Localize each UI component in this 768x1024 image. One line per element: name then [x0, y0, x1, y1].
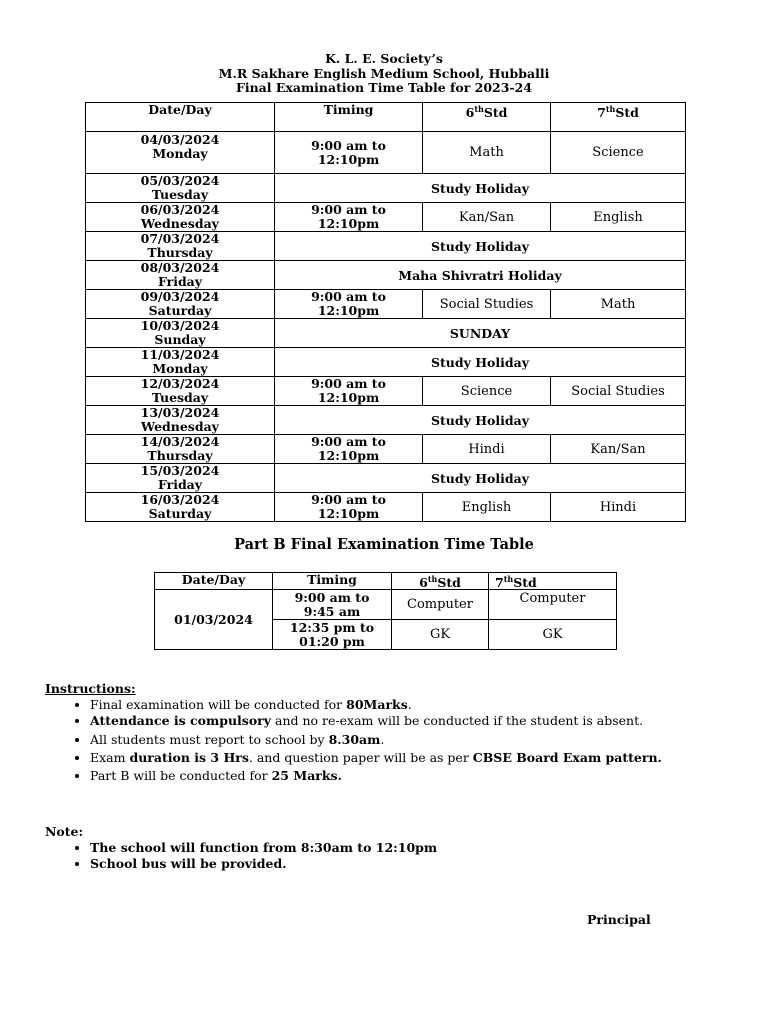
- date-cell: 15/03/2024 Friday: [86, 464, 275, 493]
- timing-cell: 9:00 am to 12:10pm: [275, 435, 423, 464]
- table-row: [86, 348, 686, 377]
- std7-subject: Hindi: [551, 493, 686, 522]
- school-name: M.R Sakhare English Medium School, Hubballi: [218, 66, 550, 81]
- header-7th-std: 7thStd: [551, 103, 686, 132]
- table-row: [86, 406, 686, 435]
- table-row: [86, 377, 686, 406]
- timing-cell: 9:00 am to 12:10pm: [275, 290, 423, 319]
- table-row: [86, 464, 686, 493]
- list-item: • Exam duration is 3 Hrs. and question paper will be as per CBSE Board Exam pattern.: [90, 750, 685, 766]
- header-date-day: Date/Day: [155, 573, 273, 590]
- principal-signature-label: Principal: [587, 912, 651, 927]
- date-cell: 11/03/2024 Monday: [86, 348, 275, 377]
- date-cell: 08/03/2024 Friday: [86, 261, 275, 290]
- header-6th-std: 6thStd: [392, 573, 489, 590]
- date-cell: 13/03/2024 Wednesday: [86, 406, 275, 435]
- table-row: [86, 232, 686, 261]
- note-list: [45, 840, 685, 872]
- table-row: [86, 493, 686, 522]
- table-row: [86, 174, 686, 203]
- std6-subject: Social Studies: [423, 290, 551, 319]
- date-cell: 09/03/2024 Saturday: [86, 290, 275, 319]
- date-cell: 05/03/2024 Tuesday: [86, 174, 275, 203]
- std7-subject: Computer: [489, 590, 617, 620]
- std6-subject: Hindi: [423, 435, 551, 464]
- header-date-day: Date/Day: [86, 103, 275, 132]
- std7-subject: GK: [489, 620, 617, 650]
- std6-subject: Kan/San: [423, 203, 551, 232]
- note-heading: Note:: [45, 824, 84, 839]
- holiday-cell: Maha Shivratri Holiday: [275, 261, 686, 290]
- table-row: [86, 290, 686, 319]
- partb-timetable: [154, 572, 617, 650]
- timing-cell: 9:00 am to 9:45 am: [273, 590, 392, 620]
- date-cell: 07/03/2024 Thursday: [86, 232, 275, 261]
- std6-subject: Computer: [392, 590, 489, 620]
- date-cell: 14/03/2024 Thursday: [86, 435, 275, 464]
- page-title: Final Examination Time Table for 2023-24: [235, 80, 533, 95]
- holiday-cell: Study Holiday: [275, 464, 686, 493]
- std6-subject: GK: [392, 620, 489, 650]
- date-cell: 01/03/2024: [155, 590, 273, 650]
- timing-cell: 9:00 am to 12:10pm: [275, 203, 423, 232]
- list-item: • Part B will be conducted for 25 Marks.: [90, 768, 685, 784]
- std7-subject: Social Studies: [551, 377, 686, 406]
- header-timing: Timing: [273, 573, 392, 590]
- holiday-cell: SUNDAY: [275, 319, 686, 348]
- timing-cell: 12:35 pm to 01:20 pm: [273, 620, 392, 650]
- table-row: [86, 435, 686, 464]
- exam-timetable: [85, 102, 686, 522]
- partb-title: Part B Final Examination Time Table: [234, 536, 534, 553]
- table-row: [155, 590, 617, 620]
- std7-subject: Math: [551, 290, 686, 319]
- holiday-cell: Study Holiday: [275, 348, 686, 377]
- note-section: [45, 824, 685, 872]
- std7-subject: English: [551, 203, 686, 232]
- list-item: • School bus will be provided.: [90, 856, 685, 872]
- header-timing: Timing: [275, 103, 423, 132]
- std7-subject: Kan/San: [551, 435, 686, 464]
- list-item: • Attendance is compulsory and no re-exam will be conducted if the student is absent.: [90, 713, 685, 729]
- list-item: • Final examination will be conducted for 80Marks.: [90, 697, 685, 713]
- header-6th-std: 6thStd: [423, 103, 551, 132]
- std6-subject: Science: [423, 377, 551, 406]
- std6-subject: Math: [423, 132, 551, 174]
- table-row: [86, 261, 686, 290]
- holiday-cell: Study Holiday: [275, 174, 686, 203]
- std7-subject: Science: [551, 132, 686, 174]
- holiday-cell: Study Holiday: [275, 232, 686, 261]
- table-header-row: [86, 103, 686, 132]
- table-row: [86, 203, 686, 232]
- date-cell: 04/03/2024 Monday: [86, 132, 275, 174]
- instructions-list: [45, 697, 685, 784]
- date-cell: 16/03/2024 Saturday: [86, 493, 275, 522]
- timing-cell: 9:00 am to 12:10pm: [275, 132, 423, 174]
- instructions-heading: Instructions:: [45, 681, 136, 696]
- date-cell: 12/03/2024 Tuesday: [86, 377, 275, 406]
- holiday-cell: Study Holiday: [275, 406, 686, 435]
- table-row: [86, 319, 686, 348]
- instructions-section: [45, 681, 685, 784]
- table-header-row: [155, 573, 617, 590]
- date-cell: 06/03/2024 Wednesday: [86, 203, 275, 232]
- table-row: [86, 132, 686, 174]
- header-7th-std: 7thStd: [489, 573, 617, 590]
- list-item: • The school will function from 8:30am to 12:10pm: [90, 840, 685, 856]
- date-cell: 10/03/2024 Sunday: [86, 319, 275, 348]
- std6-subject: English: [423, 493, 551, 522]
- society-name: K. L. E. Society’s: [325, 51, 443, 66]
- timing-cell: 9:00 am to 12:10pm: [275, 377, 423, 406]
- timing-cell: 9:00 am to 12:10pm: [275, 493, 423, 522]
- list-item: • All students must report to school by 8.30am.: [90, 732, 685, 748]
